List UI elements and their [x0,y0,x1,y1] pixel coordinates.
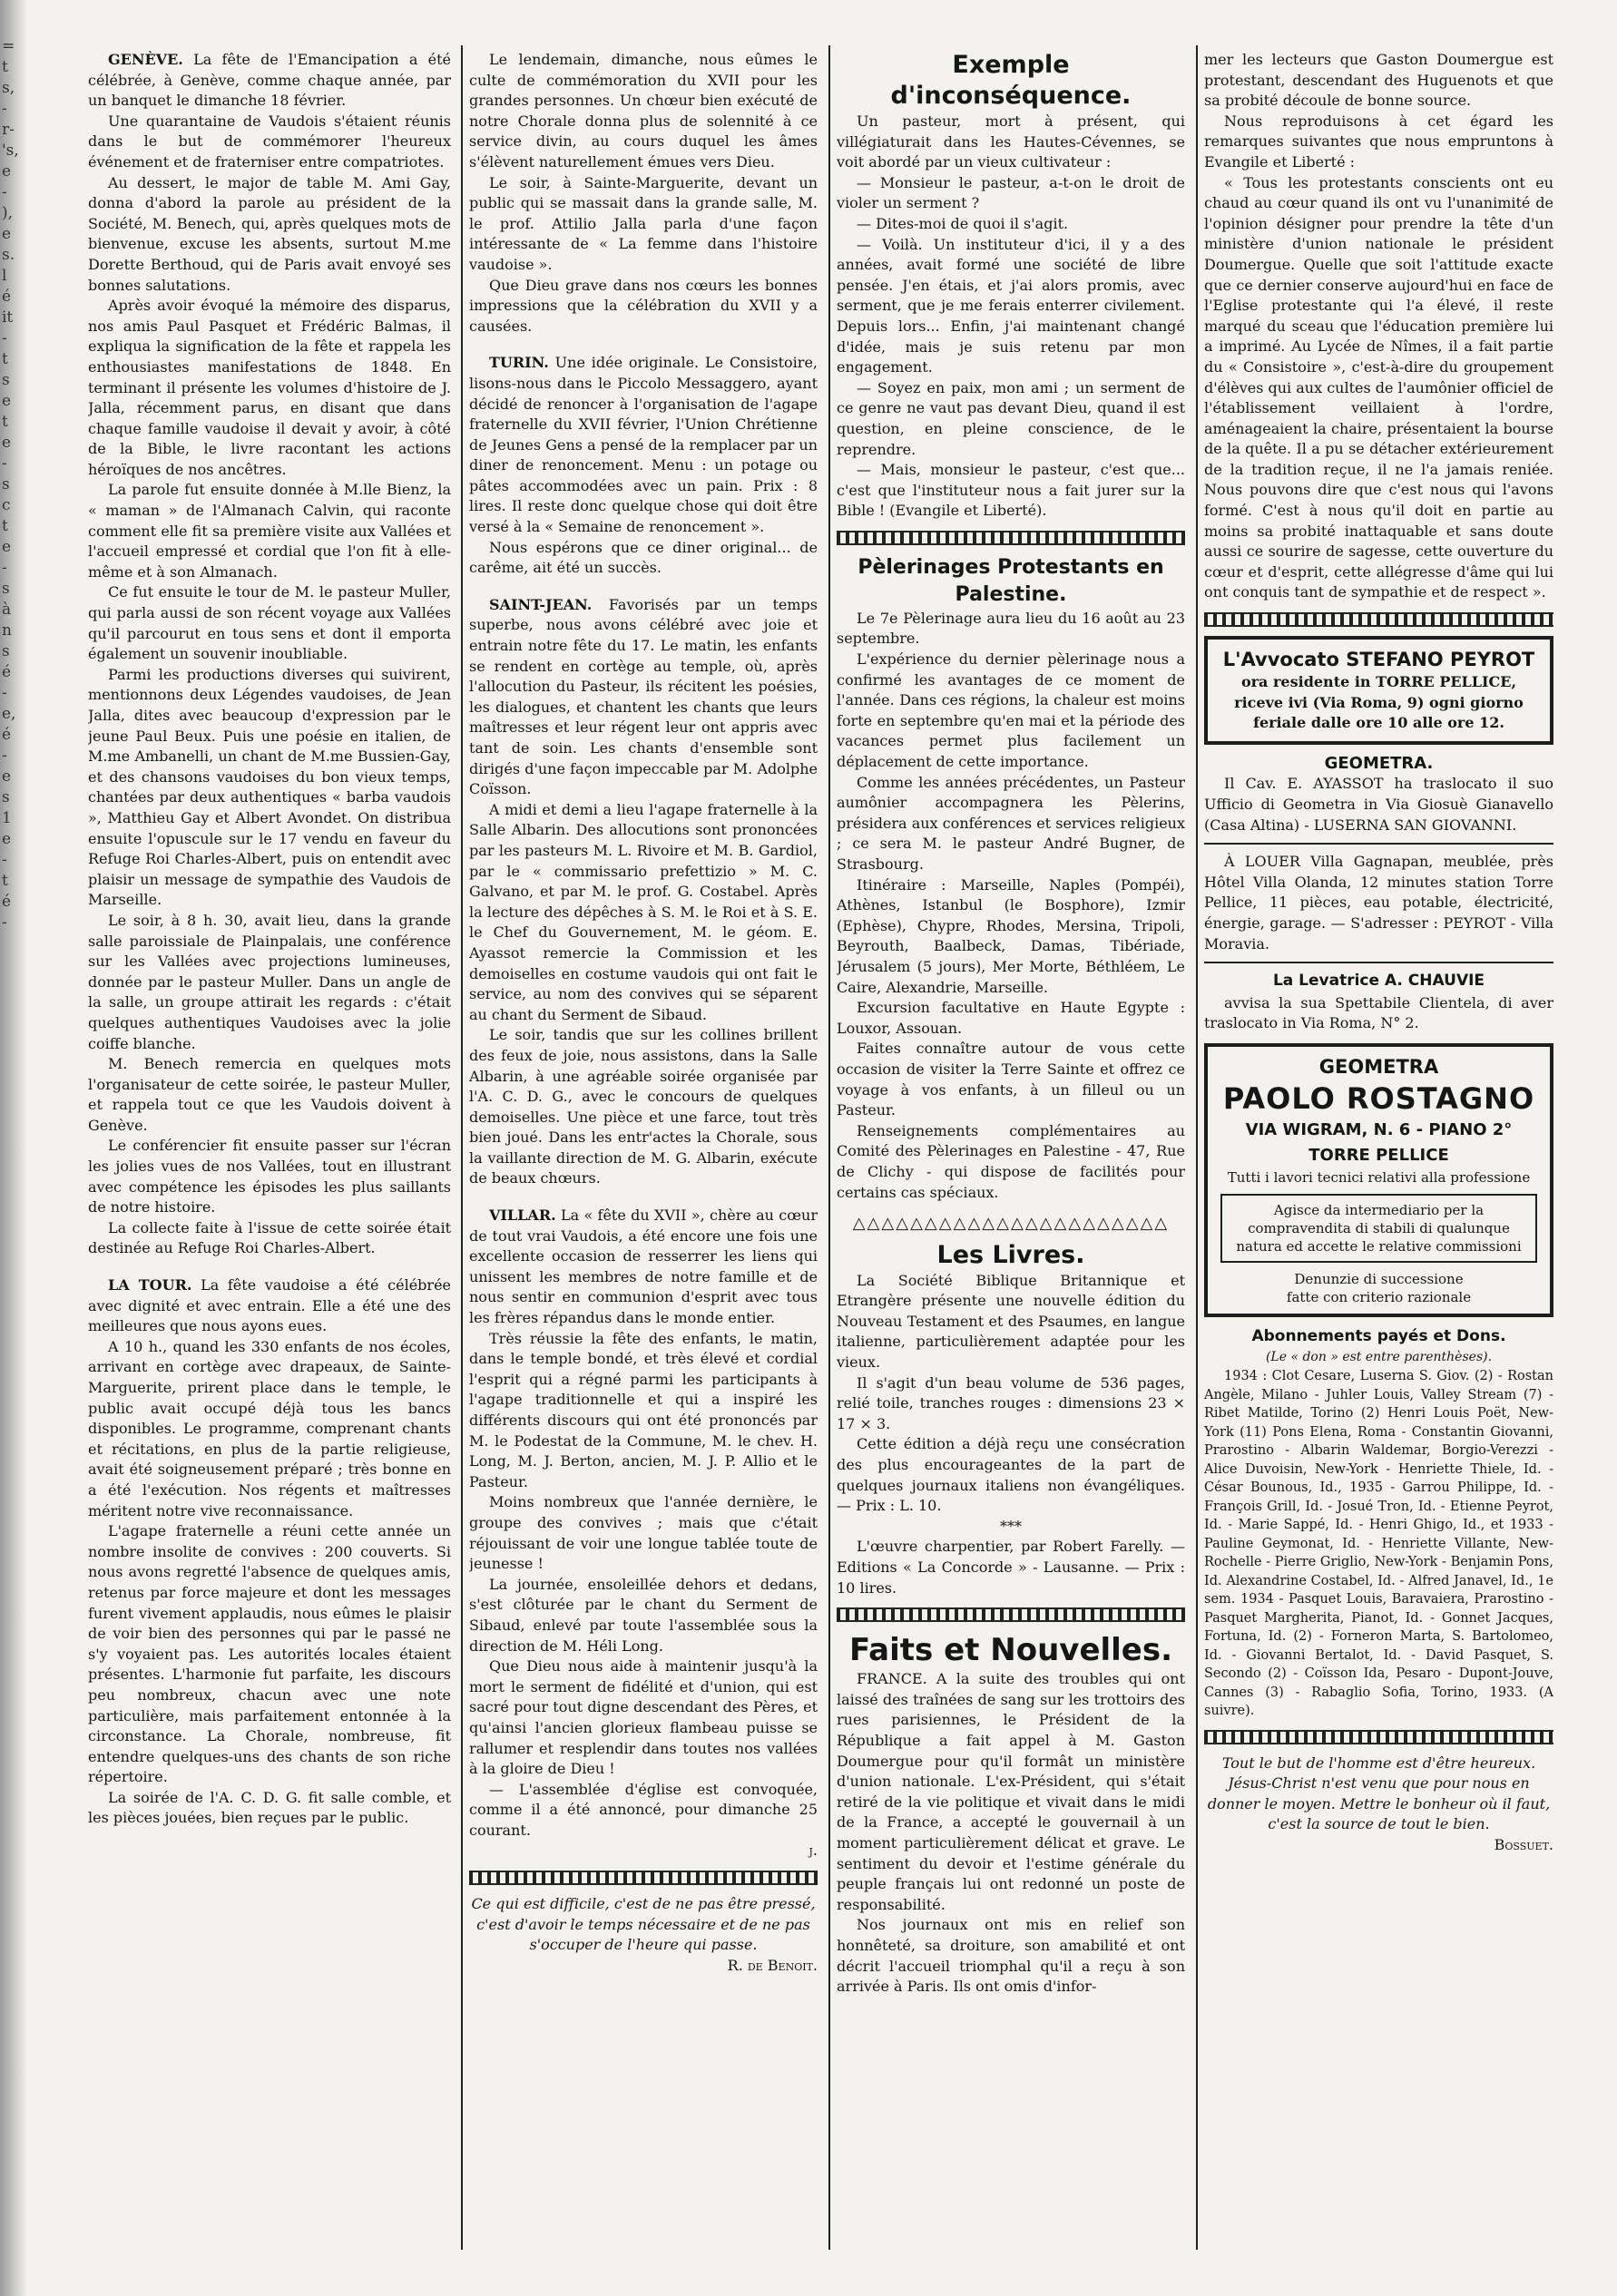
headline-pelerinages: Pèlerinages Protestants en Palestine. [858,555,1164,606]
margin-fragment: à [2,601,12,619]
ornamental-divider [469,1871,818,1885]
triangle-divider: △△△△△△△△△△△△△△△△△△△△△△ [852,1214,1170,1234]
ad-geometra-text: Il Cav. E. AYASSOT ha traslocato il suo Ufficio di Geometra in Via Giosuè Gianavello (Casa Altina) - LUSERNA SAN GIOVANNI. [1204,775,1553,834]
paragraph: Il s'agit d'un beau volume de 536 pages, relié toile, tranches rouges : dimensions 23 × 17 × 3. [837,1373,1185,1432]
ad-title: GEOMETRA [1318,1055,1439,1078]
paragraph: Le soir, à Sainte-Marguerite, devant un public qui se massait dans la grande salle, M. le prof. Attilio Jalla parla d'une façon intéressante de « La femme dans l'histoire vaudoise ». [469,173,818,273]
paragraph: L'œuvre charpentier, par Robert Farelly. — Editions « La Concorde » - Lausanne. — Prix : 10 lires. [837,1538,1185,1597]
quote-author: R. de Benoit. [727,1956,818,1974]
paragraph: Cette édition a déjà reçu une consécration des plus encourageantes de la part de quelques journaux italiens non évangéliques. — Prix : L. 10. [837,1435,1185,1515]
article-geneve: GENÈVE. La fête de l'Emancipation a été célébrée, à Genève, comme chaque année, par un banquet le dimanche 18 février. [88,51,451,110]
paragraph: — L'assemblée d'église est convoquée, comme il a été annoncé, pour dimanche 25 courant. [469,1780,818,1839]
paragraph: Parmi les productions diverses qui suivirent, mentionnons deux Légendes vaudoises, de Jean Jalla, dites avec beaucoup d'expression par le jeune Paul Beux. Puis une poésie en italien, de M.me Ambanelli, un chant de M.me Bussien-Gay, et des chansons vaudoises du bon vieux temps, chantées par deux authentiques « barba vaudois », Matthieu Gay et Albert Avondet. On distribua ensuite l'opuscule sur le 17 vendu en faveur du Refuge Roi Charles-Albert, puis on entendit avec plaisir un message de sympathie des Vaudois de Marseille. [88,665,451,909]
ad-address: VIA WIGRAM, N. 6 - PIANO 2° [1245,1119,1513,1139]
margin-fragment: é [2,726,12,744]
column-2 [469,50,818,2263]
abonnements-list: 1934 : Clot Cesare, Luserna S. Giov. (2) - Rostan Angèle, Milano - Juhler Louis, Valley Stream (7) - Ribet Matilde, Torino (2) Henri Louis Poët, New-York (11) Pons Elena, Roma - Constantin Giovanni, Prarostino - Albarin Waldemar, Borgio-Verezzi - Alice Duvoisin, New-York - Henriette Thiele, Id. - César Bounous, Id., 1935 - Garrou Philippe, Id. - François Grill, Id. - Josué Tron, Id. - Etienne Peyrot, Id. - Marie Sappé, Id. - Henri Ghigo, Id., et 1933 - Pauline Geymonat, Id. - Henriette Villante, New-Rochelle - Pierre Griglio, New-York - Benjamin Pons, Id. Alexandrine Costabel, Id. - Alfred Janavel, Id., 1e sem. 1934 - Pasquet Louis, Baravaiera, Prarostino - Pasquet Margherita, Pianot, Id. - Gonnet Jacques, Fortuna, Id. (2) - Forneron Marta, S. Bartolomeo, Id. - Giovanni Bertalot, Id. - David Pasquet, S. Secondo (2) - Coïsson Ida, Pesaro - Dupont-Jouve, Cannes (3) - Rabaglio Sofia, Torino, 1933. (A suivre). [1204,1369,1553,1719]
paragraph: La Société Biblique Britannique et Etrangère présente une nouvelle édition du Nouveau Testament et des Psaumes, en langue italienne, particulièrement adaptée pour les vieux. [837,1271,1185,1372]
ad-geometra-rostagno [1204,1043,1553,1317]
paragraph: — Soyez en paix, mon ami ; un serment de ce genre ne vaut pas devant Dieu, quand il est question, en pleine conscience, de le reprendre. [837,378,1185,458]
paragraph: L'agape fraternelle a réuni cette année un nombre insolite de convives : 200 couverts. Si nous avons regretté l'absence de quelques amis, retenus par force majeure et dont les messages furent vivement applaudis, nous eûmes le plaisir de voir bien des personnes qui par le passé ne s'y voyaient pas. Les autorités locales étaient présentes. L'harmonie fut parfaite, les discours peu nombreux, chacun avec une note particulière, mais parfaitement entonnée à la circonstance. La Chorale, nombreuse, fit entendre quelques-uns des chants de son riche répertoire. [88,1522,451,1786]
ad-levatrice-text: avvisa la sua Spettabile Clientela, di aver traslocato in Via Roma, N° 2. [1204,993,1553,1032]
column-3 [837,50,1185,2263]
ad-inner-text: Agisce da intermediario per la compravendita di stabili di qualunque natura ed accette le relative commissioni [1236,1201,1522,1255]
margin-fragment: e [2,767,12,786]
paragraph: « Tous les protestants conscients ont eu chaud au cœur quand ils ont vu l'unanimité de l'opinion désigner pour prendre la tête d'un ministère d'union nationale le président Doumergue. Quelle que soit l'attitude exacte que ce dernier conserve aujourd'hui en face de l'Eglise protestante qui l'a élevé, il reste marqué du sceau que l'éducation première lui a imprimé. Au Lycée de Nîmes, il a fait partie du « Consistoire », c'est-à-dire du groupement d'élèves qui aux cultes de l'aumônier officiel de l'établissement veillaient à l'ordre, aménageaient la chaire, présentaient la bourse de la quête. Il a pu se détacher extérieurement de la tradition reçue, il ne l'a jamais reniée. Nous pouvons dire que c'est nous qui l'avons formé. C'est à nous qu'il doit en partie au moins sa probité inattaquable et sans doute aussi ce sourire de sagesse, cette ouverture du cœur et d'esprit, cette allégresse d'âme qui lui ont conquis tant de sympathie et de respect ». [1204,173,1553,601]
ad-line: feriale dalle ore 10 alle ore 12. [1253,714,1504,732]
paragraph: Faites connaître autour de vous cette occasion de visiter la Terre Sainte et offrez ce voyage à vos enfants, à un filleul ou un Pasteur. [837,1040,1185,1119]
paragraph: FRANCE. A la suite des troubles qui ont laissé des traînées de sang sur les trottoirs des rues parisiennes, le Président de la République a fait appel à M. Gaston Doumergue pour qu'il formât un ministère d'union nationale. L'ex-Président, qui s'était retiré de la vie politique et vivait dans le midi de la France, a accepté le gouvernail à un moment particulièrement délicat et grave. Le sentiment du devoir et l'estime générale du peuple français lui ont redonné un poste de responsabilité. [837,1670,1185,1913]
ad-levatrice-title: La Levatrice A. CHAUVIE [1272,972,1485,991]
paragraph: — Monsieur le pasteur, a-t-on le droit de violer un serment ? [837,173,1185,212]
margin-fragment: e [2,830,12,848]
article-lead: SAINT-JEAN. [489,595,593,613]
paragraph: Nous reproduisons à cet égard les remarques suivantes que nous empruntons à Evangile et Liberté : [1204,112,1553,171]
paragraph: Nos journaux ont mis en relief son honnêteté, sa droiture, son amabilité et ont décrit l'accueil triomphal qu'il a reçu à son arrivée à Paris. Ils ont omis d'infor- [837,1916,1185,1996]
paragraph: Très réussie la fête des enfants, le matin, dans le temple bondé, et très élevé et cordial l'esprit qui a régné parmi les participants à l'agape traditionnelle et qui a inspiré les différents discours qui ont été prononcés par M. le Podestat de la Commune, M. le chev. H. Long, M. J. Berton, ancien, M. J. P. Allio et le Pasteur. [469,1329,818,1490]
article-lead: GENÈVE. [108,51,183,68]
paragraph: L'expérience du dernier pèlerinage nous a confirmé les avantages de ce moment de l'année. Dans ces régions, la chaleur est moins forte en septembre qu'en mai et la période des vacances permet plus facilement un déplacement de cette importance. [837,650,1185,771]
ad-a-louer: À LOUER Villa Gagnapan, meublée, près Hôtel Villa Olanda, 12 minutes station Torre Pellice, 11 pièces, eau potable, électricité, énergie, garage. — S'adresser : PEYROT - Villa Moravia. [1204,853,1553,953]
margin-fragment: t [2,58,8,76]
column-1 [88,50,451,2263]
margin-fragment: it [2,308,14,327]
column-rule [1196,45,1198,2250]
paragraph: Au dessert, le major de table M. Ami Gay, donna d'abord la parole au président de la Société, M. Benech, qui, après quelques mots de bienvenue, excuse les absents, surtout M.me Dorette Berthoud, qui de Paris avait envoyé ses bonnes salutations. [88,173,451,294]
ad-town: TORRE PELLICE [1308,1145,1449,1165]
margin-fragment: - [2,914,7,932]
ad-title: L'Avvocato STEFANO PEYROT [1222,649,1535,671]
margin-fragment: s [2,642,10,660]
ad-line: riceve ivi (Via Roma, 9) ogni giorno [1234,693,1524,711]
paragraph: mer les lecteurs que Gaston Doumergue est protestant, descendant des Huguenots et que sa probité découle de bonne source. [1204,51,1553,110]
column-4 [1204,50,1553,2263]
margin-fragment: r- [2,121,15,139]
ornamental-divider [837,531,1185,545]
article-lead: LA TOUR. [108,1276,192,1295]
margin-fragment: é [2,893,12,911]
margin-fragment: t [2,413,8,431]
ornamental-divider [837,1607,1185,1622]
margin-fragment: s [2,371,10,389]
margin-fragment: s, [2,79,15,97]
paragraph: A 10 h., quand les 330 enfants de nos écoles, arrivant en cortège avec drapeaux, de Sainte-Marguerite, prirent place dans le temple, le public avait occupé déjà tous les bancs disponibles. Le programme, comprenant chants et récitations, en plus de la partie religieuse, avait été soigneusement préparé ; très bonne en a été l'exécution. Nos régents et maîtresses méritent notre vive reconnaissance. [88,1337,451,1519]
paragraph: Moins nombreux que l'année dernière, le groupe des convives ; mais que c'était réjouissant de voir une longue tablée toute de jeunesse ! [469,1493,818,1573]
margin-fragment: - [2,851,7,869]
margin-fragment: e, [2,705,16,723]
margin-fragment: e [2,225,12,243]
margin-fragment: e [2,162,12,181]
ad-line: Denunzie di successione [1294,1270,1464,1287]
article-latour: LA TOUR. La fête vaudoise a été célébrée avec dignité et avec entrain. Elle a été une des meilleures que nous ayons eues. [88,1276,451,1335]
paragraph: Ce fut ensuite le tour de M. le pasteur Muller, qui parla aussi de son récent voyage aux Vallées qu'il parcourut en tous sens et dont il emporta également un souvenir inoubliable. [88,583,451,663]
abonnements-subtitle: (Le « don » est entre parenthèses). [1265,1349,1493,1364]
ornamental-divider [1204,1730,1553,1744]
quotation: Ce qui est difficile, c'est de ne pas être pressé, c'est d'avoir le temps nécessaire et de ne pas s'occuper de l'heure qui passe. [471,1895,816,1954]
ad-inner-box [1220,1194,1537,1263]
margin-fragment: e [2,434,12,452]
column-rule [828,45,830,2250]
headline-faits: Faits et Nouvelles. [848,1632,1173,1669]
margin-fragment: - [2,183,7,201]
ad-line: fatte con criterio razionale [1286,1288,1472,1305]
paragraph: Renseignements complémentaires au Comité des Pèlerinages en Palestine - 47, Rue de Clichy - qui dispose de facilités pour certains cas spéciaux. [837,1121,1185,1201]
headline-inconsequence: Exemple d'inconséquence. [890,51,1132,110]
margin-fragment: c [2,496,11,514]
paragraph: — Dites-moi de quoi il s'agit. [857,214,1069,232]
paragraph: Le soir, tandis que sur les collines brillent des feux de joie, nous assistons, dans la Salle Albarin, à une agréable soirée organisée par l'A. C. D. G., avec le concours de quelques demoiselles. Une pièce et une farce, tout très bien joué. Dans les entr'actes la Chorale, sous la vaillante direction de M. G. Albarin, exécute de beaux chœurs. [469,1026,818,1187]
article-lead: VILLAR. [489,1207,556,1225]
margin-fragment: 's, [2,142,19,160]
margin-fragment: e [2,392,12,410]
margin-fragment: - [2,684,7,702]
margin-fragment: - [2,747,7,765]
ornamental-divider [1204,612,1553,627]
paragraph: A midi et demi a lieu l'agape fraternelle à la Salle Albarin. Des allocutions sont prononcées par les pasteurs M. L. Rivoire et M. B. Gardiol, par le « commissario prefettizio » M. C. Galvano, et par M. le prof. G. Costabel. Après la lecture des dépêches à S. M. le Roi et à S. E. le Chef du Gouvernement, M. le géom. E. Ayassot remercie la Commission et les demoiselles en costume vaudois qui ont fait le service, au nom des convives qui se séparent au chant du Serment de Sibaud. [469,800,818,1023]
rule [1204,962,1553,963]
margin-fragment: ), [2,204,14,222]
margin-fragment: 1 [2,809,12,827]
headline-livres: Les Livres. [936,1240,1085,1269]
margin-fragment: - [2,100,7,118]
article-saint-jean: SAINT-JEAN. Favorisés par un temps superbe, nous avons célébré avec joie et entrain notre fête du 17. Le matin, les enfants se rendent en cortège au temple, où, après l'allocution du Pasteur, ils récitent les poésies, les dialogues, et chantent les chants que leurs maîtresses et leur régent leur ont appris avec tant de soin. Les chants d'ensemble sont dirigés d'une façon impeccable par M. Adolphe Coïsson. [469,595,818,798]
paragraph: Le conférencier fit ensuite passer sur l'écran les jolies vues de nos Vallées, tout en illustrant avec compétence les épisodes les plus saillants de notre histoire. [88,1137,451,1216]
paragraph: Que Dieu grave dans nos cœurs les bonnes impressions que la célébration du XVII y a causées. [469,276,818,335]
paragraph: La parole fut ensuite donnée à M.lle Bienz, la « maman » de l'Almanach Calvin, qui raconte comment elle fit sa première visite aux Vallées et l'accueil empressé et cordial que l'on fit à elle-même et à son Almanach. [88,481,451,581]
paragraph: Itinéraire : Marseille, Naples (Pompéi), Athènes, Istanbul (le Bosphore), Izmir (Ephèse), Chypre, Rhodes, Mersina, Tripoli, Beyrouth, Baalbeck, Damas, Tibériade, Jérusalem (5 jours), Mer Morte, Béthléem, Le Caire, Alexandrie, Marseille. [837,875,1185,996]
paragraph: Nous espérons que ce diner original... de carême, ait été un succès. [469,538,818,577]
margin-fragment: s. [2,246,15,264]
margin-fragment: t [2,350,8,368]
paragraph: Comme les années précédentes, un Pasteur aumônier accompagnera les Pèlerins, présidera aux conférences et services religieux ; ce sera M. le pasteur André Bugner, de Strasbourg. [837,773,1185,873]
paragraph: M. Benech remercia en quelques mots l'organisateur de cette soirée, le pasteur Muller, et rappela tout ce que les Vaudois doivent à Genève. [88,1055,451,1134]
margin-fragment: - [2,559,7,577]
margin-fragment: s [2,475,10,493]
article-lead: TURIN. [489,354,549,372]
paragraph: Que Dieu nous aide à maintenir jusqu'à la mort le serment de fidélité et d'union, qui est sacré pour tout digne descendant des Pères, et qu'ainsi l'ancien glorieux flambeau puisse se rallumer et resplendir dans toutes nos vallées à la gloire de Dieu ! [469,1657,818,1778]
rule [1204,843,1553,845]
paragraph: Le lendemain, dimanche, nous eûmes le culte de commémoration du XVII pour les grandes personnes. Un chœur bien exécuté de notre Chorale donna plus de solennité à ce service divin, au cours duquel les âmes s'élèvent naturellement émues vers Dieu. [469,51,818,171]
quote-author: Bossuet. [1494,1836,1553,1853]
column-rule [461,45,463,2250]
margin-fragment: e [2,538,12,556]
scan-left-margin [0,0,27,2296]
paragraph: Après avoir évoqué la mémoire des disparus, nos amis Paul Pasquet et Frédéric Balmas, il expliqua la signification de la fête et rappela les enthousiastes manifestations de 1848. En terminant il présente les volumes d'histoire de J. Jalla, récemment parus, en disant que dans chaque famille vaudoise il devait y avoir, à côté de la Bible, le livre racontant les actions héroïques de nos ancêtres. [88,297,451,478]
margin-fragment: é [2,288,12,306]
margin-fragment: l [2,267,7,285]
paragraph: La journée, ensoleillée dehors et dedans, s'est clôturée par le chant du Serment de Sibaud, enlevé par toute l'assemblée sous la direction de M. Héli Long. [469,1575,818,1655]
ad-line: ora residente in TORRE PELLICE, [1240,673,1517,691]
paragraph: Le soir, à 8 h. 30, avait lieu, dans la grande salle paroissiale de Plainpalais, une conférence sur les Vallées avec projections lumineuses, donnée par le pasteur Muller. Dans un angle de la salle, un groupe attirait les regards : c'était quelques authentiques Vaudoises avec la jolie coiffe blanche. [88,911,451,1052]
article-villar: VILLAR. La « fête du XVII », chère au cœur de tout vrai Vaudois, a été encore une fois une excellente occasion de resserrer les liens qui unissent les membres de notre famille et de nous sentir en communion d'esprit avec tous les frères répandus dans le monde entier. [469,1207,818,1327]
paragraph: Une quarantaine de Vaudois s'étaient réunis dans le but de commémorer l'heureux événement et de fraterniser entre compatriotes. [88,112,451,171]
margin-fragment: - [2,329,7,347]
closing-quotation: Tout le but de l'homme est d'être heureux. Jésus-Christ n'est venu que pour nous en donner le moyen. Mettre le bonheur où il faut, c'est la source de tout le bien. [1207,1754,1551,1833]
article-turin: TURIN. Une idée originale. Le Consistoire, lisons-nous dans le Piccolo Messaggero, ayant décidé de renoncer à l'organisation de l'agape fraternelle du XVII février, l'Union Chrétienne de Jeunes Gens a pensé de la remplacer par un diner de renoncement. Menu : un potage ou pâtes accommodées avec un pain. Prix : 8 lires. Il reste donc quelque chose qui doit être versé à la « Semaine de renoncement ». [469,354,818,536]
ad-line: Tutti i lavori tecnici relativi alla professione [1227,1168,1531,1186]
paragraph: — Mais, monsieur le pasteur, c'est que... c'est que l'instituteur nous a fait jurer sur la Bible ! (Evangile et Liberté). [837,461,1185,520]
paragraph: Le 7e Pèlerinage aura lieu du 16 août au 23 septembre. [837,609,1185,648]
margin-fragment: - [2,454,7,473]
abonnements-title: Abonnements payés et Dons. [1251,1326,1506,1345]
margin-fragment: n [2,621,12,640]
margin-fragment: s [2,580,10,598]
paragraph: — Voilà. Un instituteur d'ici, il y a des années, avait formé une société de libre pensée. J'en étais, et j'ai alors promis, avec serment, que je me ferais enterrer civilement. Depuis lors... Enfin, j'ai maintenant changé d'idée, mais je suis retenu par mon engagement. [837,235,1185,376]
ad-avvocato-peyrot [1204,636,1553,745]
margin-fragment: é [2,663,12,681]
margin-fragment: t [2,872,8,890]
cropped-margin-text [2,36,19,933]
ad-geometra-title: GEOMETRA. [1324,753,1434,773]
separator-stars: *** [1000,1517,1022,1535]
ad-name: PAOLO ROSTAGNO [1222,1080,1535,1116]
paragraph: Excursion facultative en Haute Egypte : Louxor, Assouan. [837,999,1185,1037]
margin-fragment: t [2,517,8,535]
signature: j. [808,1842,818,1860]
paragraph: Un pasteur, mort à présent, qui villégiaturait dans les Hautes-Cévennes, se voit abordé par un vieux cultivateur : [837,112,1185,171]
paragraph: La soirée de l'A. C. D. G. fit salle comble, et les pièces jouées, bien reçues par le public. [88,1788,451,1827]
margin-fragment: = [2,37,15,55]
paragraph: La collecte faite à l'issue de cette soirée était destinée au Refuge Roi Charles-Albert. [88,1218,451,1257]
margin-fragment: s [2,788,10,806]
